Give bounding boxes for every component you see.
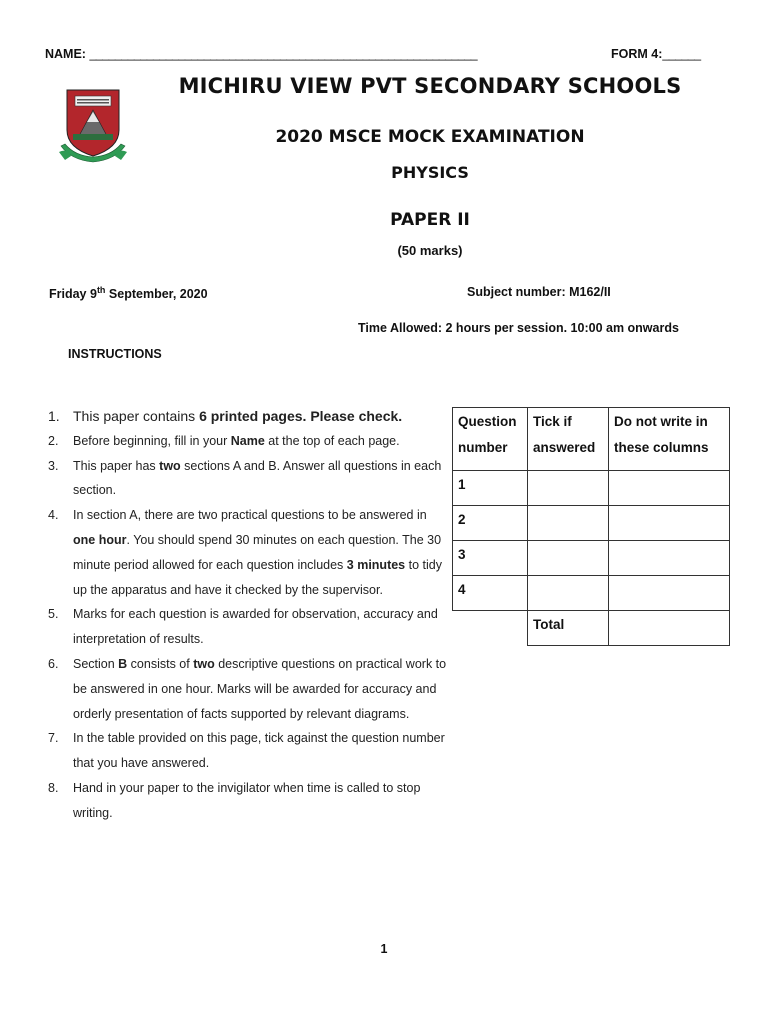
- form-field[interactable]: [611, 47, 701, 61]
- instruction-number: 1.: [48, 408, 60, 424]
- instruction-text: In section A, there are two practical questions to be answered in: [73, 508, 427, 523]
- instruction-text: This paper contains: [73, 408, 200, 424]
- table-total-row: [453, 611, 730, 646]
- form-blank: ______: [662, 47, 701, 61]
- date-suffix: September, 2020: [105, 287, 208, 302]
- instruction-number: 6.: [48, 656, 59, 671]
- instruction-text: This paper has: [73, 458, 160, 473]
- paper-title: PAPER II: [390, 210, 470, 230]
- instruction-bold: two: [159, 458, 181, 473]
- instruction-bold: Name: [230, 433, 265, 448]
- exam-title: 2020 MSCE MOCK EXAMINATION: [275, 127, 585, 147]
- header-do-not-write: Do not write in these columns: [609, 408, 730, 471]
- table-row: [453, 576, 730, 611]
- tick-cell[interactable]: [528, 576, 609, 611]
- instruction-number: 5.: [48, 607, 59, 622]
- instruction-number: 3.: [48, 458, 59, 473]
- time-allowed: Time Allowed: 2 hours per session. 10:00 am onwards: [358, 321, 679, 335]
- table-row: [453, 541, 730, 576]
- instruction-bold: 6 printed pages. Please check.: [199, 408, 403, 424]
- school-crest-logo: [57, 86, 129, 166]
- examiner-cell: [609, 506, 730, 541]
- examiner-cell: [609, 576, 730, 611]
- question-number-cell: 4: [453, 576, 528, 611]
- instruction-bold: 3 minutes: [346, 557, 406, 572]
- name-blank: _____________________________________________________________: [89, 47, 477, 61]
- instruction-text: Before beginning, fill in your: [73, 433, 231, 448]
- subject-number: Subject number: M162/II: [467, 285, 611, 299]
- instruction-bold: B: [118, 656, 128, 671]
- total-label: Total: [528, 611, 609, 646]
- name-label: NAME:: [45, 47, 86, 61]
- instruction-text: at the top of each page.: [264, 433, 400, 448]
- instruction-bold: one hour: [73, 532, 127, 547]
- instruction-item: [48, 652, 448, 726]
- question-number-cell: 2: [453, 506, 528, 541]
- empty-cell: [453, 611, 528, 646]
- tick-cell[interactable]: [528, 506, 609, 541]
- instruction-item: [48, 429, 448, 454]
- instruction-item: [48, 454, 448, 504]
- instruction-text: Marks for each question is awarded for observation, accuracy and interpretation of results.: [73, 607, 438, 647]
- date-sup: th: [96, 285, 106, 295]
- instruction-item: [48, 503, 448, 602]
- header-question-number: Question number: [453, 408, 528, 471]
- tick-cell[interactable]: [528, 471, 609, 506]
- instruction-item: [48, 602, 448, 652]
- form-label: FORM 4:: [611, 47, 663, 61]
- table-header-row: [453, 408, 730, 471]
- instruction-text: consists of: [127, 656, 194, 671]
- header-tick-if-answered: Tick if answered: [528, 408, 609, 471]
- instruction-text: Section: [73, 656, 119, 671]
- instructions-heading: INSTRUCTIONS: [68, 347, 162, 361]
- subject-title: PHYSICS: [391, 163, 469, 182]
- total-marks: (50 marks): [397, 243, 463, 258]
- date-prefix: Friday 9: [49, 287, 97, 302]
- school-name: MICHIRU VIEW PVT SECONDARY SCHOOLS: [178, 74, 682, 98]
- instruction-text: to tidy up the apparatus and have it checked by the supervisor.: [73, 557, 442, 597]
- instruction-item: [48, 776, 448, 826]
- question-tick-table: [452, 407, 730, 646]
- instruction-number: 4.: [48, 508, 59, 523]
- instruction-bold: two: [193, 656, 215, 671]
- instruction-text: Hand in your paper to the invigilator when time is called to stop writing.: [73, 780, 421, 820]
- instruction-text: descriptive questions on practical work to be answered in one hour. Marks will be awarded for accuracy and orderly presentation of facts supported by relevant diagrams.: [73, 656, 447, 721]
- tick-cell[interactable]: [528, 541, 609, 576]
- question-number-cell: 1: [453, 471, 528, 506]
- total-cell: [609, 611, 730, 646]
- instruction-item: [48, 726, 448, 776]
- instruction-number: 2.: [48, 433, 59, 448]
- instruction-text: . You should spend 30 minutes on each question. The 30 minute period allowed for each question includes: [73, 532, 442, 572]
- examiner-cell: [609, 541, 730, 576]
- question-number-cell: 3: [453, 541, 528, 576]
- name-field[interactable]: [45, 47, 477, 61]
- instruction-number: 8.: [48, 780, 59, 795]
- examiner-cell: [609, 471, 730, 506]
- table-row: [453, 471, 730, 506]
- instruction-text: In the table provided on this page, tick against the question number that you have answered.: [73, 731, 445, 771]
- page-number: 1: [380, 942, 388, 956]
- instruction-number: 7.: [48, 731, 59, 746]
- instruction-item: [48, 404, 448, 429]
- exam-date: [49, 285, 208, 301]
- table-row: [453, 506, 730, 541]
- instructions-list: [48, 404, 448, 826]
- instruction-text: sections A and B. Answer all questions in each section.: [73, 458, 442, 498]
